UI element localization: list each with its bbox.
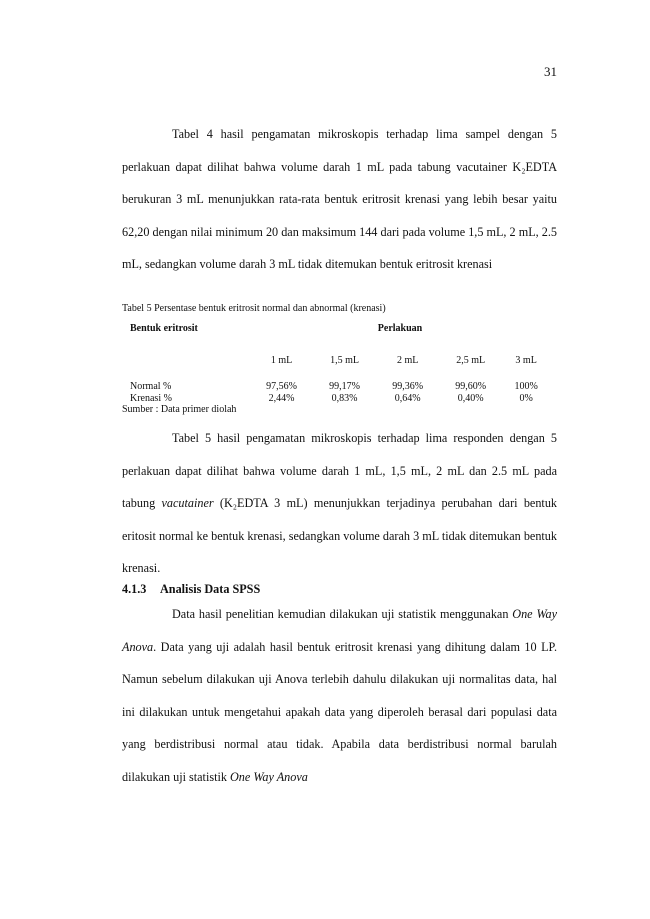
table-source: Sumber : Data primer diolah (122, 404, 237, 415)
treatment-label: 3 mL (515, 355, 537, 366)
table-row (130, 381, 550, 393)
table-cell: 99,17% (329, 381, 361, 392)
treatment-label: 1,5 mL (330, 355, 360, 366)
paragraph-2 (122, 422, 557, 585)
section-heading (122, 582, 260, 597)
section-title: Analisis Data SPSS (160, 582, 261, 596)
treatment-label: 2 mL (396, 355, 419, 366)
paragraph-3-italic-1: One Way Anova (122, 607, 557, 654)
paragraph-2-italic: vacutainer (161, 496, 214, 510)
paragraph-1-text: Tabel 4 hasil pengamatan mikroskopis terhadap lima sampel dengan 5 perlakuan dapat dilihat bahwa volume darah 1 mL pada tabung vacutainer K₂EDTA berukuran 3 mL menunjukkan rata-rata bentuk eritrosit krenasi yang lebih besar yaitu 62,20 dengan nilai minimum 20 dan maksimum 144 dari pada volume 1,5 mL, 2 mL, 2.5 mL, sedangkan volume darah 3 mL tidak ditemukan bentuk eritrosit krenasi (122, 127, 557, 271)
row-label: Normal % (130, 381, 172, 392)
table-header-row (130, 323, 550, 341)
table-cell: 0,40% (457, 393, 484, 404)
table-cell: 0,64% (394, 393, 421, 404)
erythrocyte-table (130, 323, 550, 405)
group-header-perlakuan: Perlakuan (377, 323, 423, 334)
col-header-bentuk: Bentuk eritrosit (130, 323, 198, 334)
table-cell: 99,60% (455, 381, 487, 392)
paragraph-1 (122, 118, 557, 281)
table-cell: 97,56% (266, 381, 297, 392)
paragraph-2-text-a: Tabel 5 hasil pengamatan mikroskopis terhadap lima responden dengan 5 perlakuan dapat dilihat bahwa volume darah 1 mL, 1,5 mL, 2 mL dan 2.5 mL pada tabung (122, 431, 557, 510)
treatment-label: 1 mL (270, 355, 293, 366)
row-label: Krenasi % (130, 393, 172, 404)
table-caption: Tabel 5 Persentase bentuk eritrosit normal dan abnormal (krenasi) (122, 303, 386, 314)
paragraph-3-text-b: . Data yang uji adalah hasil bentuk eritrosit krenasi yang dihitung dalam 10 LP. Namun sebelum dilakukan uji Anova terlebih dahulu dilakukan uji normalitas data, hal ini dilakukan untuk mengetahui apakah data yang diperoleh berasal dari populasi data yang berdistribusi normal atau tidak. Apabila data berdistribusi normal barulah dilakukan uji statistik (122, 639, 557, 784)
table-cell: 2,44% (268, 393, 295, 404)
treatment-label: 2,5 mL (456, 355, 486, 366)
treatment-header-row (130, 341, 550, 381)
paragraph-2-text-b: (K₂EDTA 3 mL) menunjukkan terjadinya perubahan dari bentuk eritosit normal ke bentuk krenasi, sedangkan volume darah 3 mL tidak ditemukan bentuk krenasi. (122, 496, 558, 575)
paragraph-3-text-a: Data hasil penelitian kemudian dilakukan uji statistik menggunakan (172, 607, 513, 621)
table-cell: 0% (519, 393, 533, 404)
section-number: 4.1.3 (122, 582, 147, 596)
page-number: 31 (544, 64, 557, 79)
table-cell: 100% (514, 381, 538, 392)
paragraph-3-italic-2: One Way Anova (230, 769, 308, 784)
paragraph-3 (122, 598, 557, 793)
table-cell: 99,36% (392, 381, 424, 392)
table-cell: 0,83% (331, 393, 358, 404)
